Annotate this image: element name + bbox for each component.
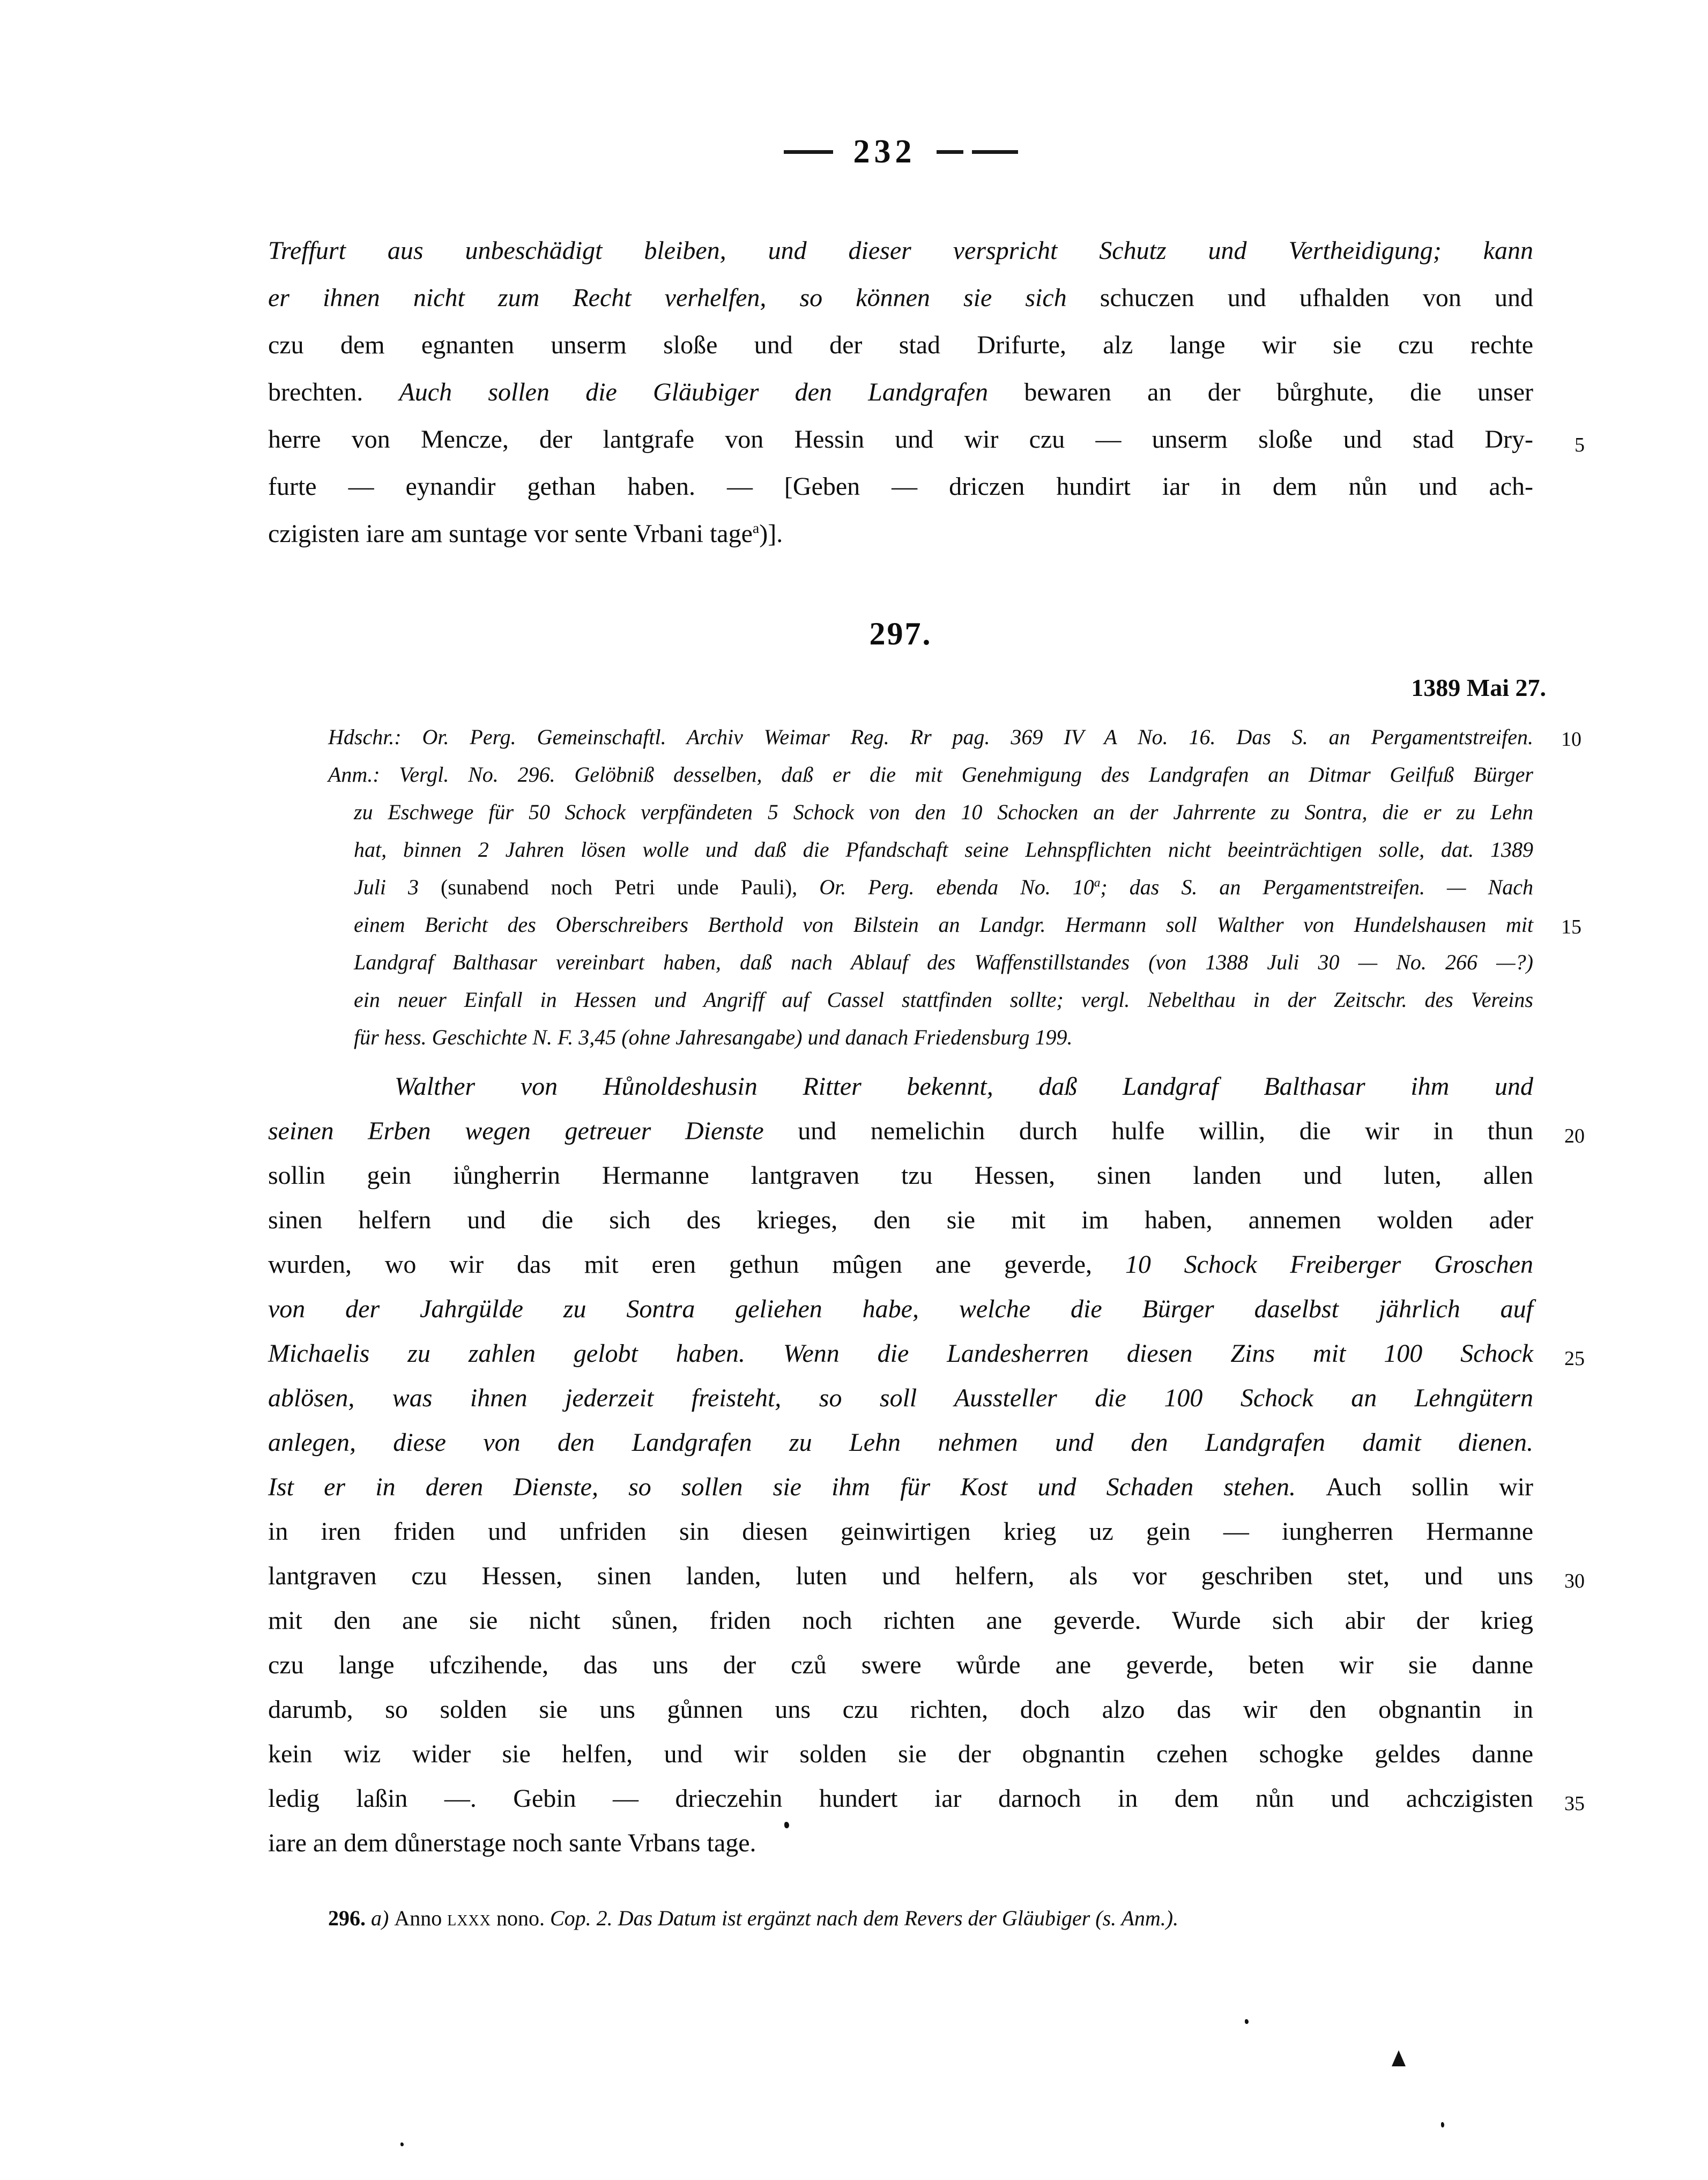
scan-artifact: [1392, 2050, 1406, 2066]
text-segment: (sunabend noch Petri unde Pauli): [441, 875, 792, 899]
header-rule-right-2: [972, 150, 1018, 154]
text-line: [328, 756, 1533, 794]
text-line: [268, 1242, 1533, 1287]
text-line: [328, 869, 1533, 906]
text-line: [328, 981, 1533, 1019]
text-segment: für hess. Geschichte N. F. 3,45 (ohne Jahresangabe) und danach Friedensburg 199.: [354, 1025, 1073, 1049]
margin-line-number: 30: [1564, 1570, 1585, 1592]
margin-line-number: 35: [1564, 1792, 1585, 1815]
text-segment: furte — eynandir gethan haben. — [Geben — driczen hundirt iar in dem nůn und ach-: [268, 472, 1533, 501]
text-segment: iare an dem důnerstage noch sante Vrbans tage.: [268, 1829, 756, 1857]
text-segment: hat, binnen 2 Jahren lösen wolle und daß die Pfandschaft seine Lehnspflichten nicht beeinträchtigen solle, dat. 1389: [354, 837, 1533, 862]
text-line: [268, 1198, 1533, 1242]
text-segment: 10 Schock Freiberger Groschen: [1125, 1250, 1533, 1279]
document-297-number: 297.: [869, 616, 932, 651]
scan-artifact: [784, 1822, 789, 1828]
text-segment: ; das S. an Pergamentstreifen. — Nach: [1100, 875, 1533, 899]
text-line: [328, 944, 1533, 981]
document-297-date: 1389 Mai 27.: [1411, 674, 1546, 701]
text-line: [268, 1109, 1585, 1153]
header-rule-right: [937, 150, 963, 154]
text-line: [268, 1465, 1533, 1509]
text-line: [268, 1331, 1585, 1376]
page-number: 232: [853, 134, 916, 170]
text-line: [328, 831, 1533, 869]
text-line: [268, 510, 1533, 558]
text-segment: schuczen und ufhalden von und: [1100, 284, 1534, 312]
text-segment: Juli 3: [354, 875, 441, 899]
text-segment: er ihnen nicht zum Recht verhelfen, so können sie sich: [268, 284, 1100, 312]
text-segment: Auch sollen die Gläubiger den Landgrafen: [399, 378, 1024, 406]
text-line: [268, 1064, 1533, 1109]
text-line: [268, 1598, 1533, 1643]
text-line: [268, 1420, 1533, 1465]
text-line: [328, 794, 1533, 831]
text-segment: ledig laßin —. Gebin — drieczehin hundert iar darnoch in dem nůn und achczigisten: [268, 1784, 1533, 1813]
text-segment: lantgraven czu Hessen, sinen landen, luten und helfern, als vor geschriben stet, und uns: [268, 1562, 1533, 1590]
text-line: [268, 463, 1533, 510]
text-line: [268, 1509, 1533, 1554]
text-segment: kein wiz wider sie helfen, und wir solden sie der obgnantin czehen schogke geldes danne: [268, 1740, 1533, 1768]
text-segment: Cop. 2. Das Datum ist ergänzt nach dem Revers der Gläubiger (s. Anm.).: [549, 1906, 1179, 1930]
text-segment: Hdschr.: Or. Perg. Gemeinschaftl. Archiv Weimar Reg. Rr pag. 369 IV A No. 16. Das S. an Pergamentstreifen.: [328, 725, 1533, 749]
text-segment: lxxx: [447, 1906, 491, 1930]
footnote-296a: [328, 1902, 1533, 1934]
document-296-text-end: [268, 227, 1585, 558]
margin-line-number: 25: [1564, 1347, 1585, 1370]
text-segment: Anno: [394, 1906, 448, 1930]
text-segment: in iren friden und unfriden sin diesen geinwirtigen krieg uz gein — iungherren Hermanne: [268, 1517, 1533, 1546]
text-line: [268, 1821, 1533, 1865]
text-segment: bewaren an der bůrghute, die unser: [1024, 378, 1534, 406]
text-segment: seinen Erben wegen getreuer Dienste: [268, 1117, 798, 1145]
scan-artifact: [1245, 2019, 1249, 2024]
margin-line-number: 20: [1564, 1125, 1585, 1147]
text-segment: darumb, so solden sie uns gůnnen uns czu richten, doch alzo das wir den obgnantin in: [268, 1695, 1533, 1724]
text-segment: zu Eschwege für 50 Schock verpfändeten 5 Schock von den 10 Schocken an der Jahrrente zu Sontra, die er zu Lehn: [354, 800, 1533, 824]
text-segment: ein neuer Einfall in Hessen und Angriff auf Cassel stattfinden sollte; vergl. Nebelthau in der Zeitschr. des Vereins: [354, 988, 1533, 1012]
text-line: [268, 275, 1533, 322]
text-line: [268, 1643, 1533, 1687]
text-line: [268, 1732, 1533, 1776]
text-segment: Michaelis zu zahlen gelobt haben. Wenn die Landesherren diesen Zins mit 100 Schock: [268, 1339, 1533, 1368]
margin-line-number: 5: [1575, 434, 1585, 456]
text-segment: von der Jahrgülde zu Sontra geliehen habe, welche die Bürger daselbst jährlich auf: [268, 1295, 1533, 1323]
text-segment: Treffurt aus unbeschädigt bleiben, und dieser verspricht Schutz und Vertheidigung; kann: [268, 236, 1533, 265]
text-line: [268, 1376, 1533, 1420]
text-line: [268, 1153, 1533, 1198]
margin-line-number: 10: [1561, 728, 1581, 751]
text-segment: Ist er in deren Dienste, so sollen sie ihm für Kost und Schaden stehen.: [268, 1473, 1326, 1501]
text-line: [268, 322, 1533, 369]
text-segment: brechten.: [268, 378, 399, 406]
text-line: [268, 369, 1533, 416]
margin-line-number: 15: [1561, 916, 1581, 938]
text-segment: nono.: [491, 1906, 550, 1930]
text-line: [328, 718, 1581, 756]
scan-artifact: [400, 2142, 404, 2146]
text-segment: 296.: [328, 1906, 371, 1930]
text-segment: Landgraf Balthasar vereinbart haben, daß nach Ablauf des Waffenstillstandes (von 1388 Juli 30 — No. 266 —?): [354, 950, 1533, 974]
text-segment: a): [371, 1906, 395, 1930]
document-297-body-text: [268, 1064, 1585, 1865]
text-segment: anlegen, diese von den Landgrafen zu Lehn nehmen und den Landgrafen damit dienen.: [268, 1428, 1533, 1457]
text-line: [268, 227, 1533, 275]
text-segment: mit den ane sie nicht sůnen, friden noch richten ane geverde. Wurde sich abir der krieg: [268, 1606, 1533, 1635]
text-line: [268, 416, 1585, 463]
text-segment: a: [752, 520, 760, 537]
text-segment: Walther von Hůnoldeshusin Ritter bekennt, daß Landgraf Balthasar ihm und: [395, 1072, 1533, 1101]
text-line: [268, 1287, 1533, 1331]
text-segment: sollin gein iůngherrin Hermanne lantgraven tzu Hessen, sinen landen und luten, allen: [268, 1161, 1533, 1190]
text-segment: einem Bericht des Oberschreibers Berthold von Bilstein an Landgr. Hermann soll Walther von Hundelshausen mit: [354, 913, 1533, 937]
scan-artifact: [1441, 2122, 1444, 2127]
text-line: [268, 1776, 1585, 1821]
header-rule-left: [784, 150, 833, 154]
text-segment: Anm.: Vergl. No. 296. Gelöbniß desselben, daß er die mit Genehmigung des Landgrafen an Ditmar Geilfuß Bürger: [328, 762, 1533, 787]
text-line: [268, 1687, 1533, 1732]
text-segment: czigisten iare am suntage vor sente Vrbani tage: [268, 520, 753, 548]
text-line: [328, 1019, 1533, 1056]
text-segment: a: [1094, 876, 1101, 890]
text-line: [268, 1554, 1585, 1598]
text-segment: czu lange ufczihende, das uns der czů swere wůrde ane geverde, beten wir sie danne: [268, 1651, 1533, 1679]
text-line: [328, 1902, 1533, 1934]
document-297-source-notes: [328, 718, 1581, 1056]
text-segment: wurden, wo wir das mit eren gethun mûgen ane geverde,: [268, 1250, 1125, 1279]
text-segment: und nemelichin durch hulfe willin, die wir in thun: [798, 1117, 1533, 1145]
page-header: [268, 133, 1533, 171]
text-segment: )].: [759, 520, 783, 548]
text-segment: herre von Mencze, der lantgrafe von Hessin und wir czu — unserm sloße und stad Dry-: [268, 425, 1533, 454]
text-segment: czu dem egnanten unserm sloße und der stad Drifurte, alz lange wir sie czu rechte: [268, 331, 1533, 359]
text-segment: Auch sollin wir: [1326, 1473, 1534, 1501]
text-segment: , Or. Perg. ebenda No. 10: [792, 875, 1094, 899]
text-segment: sinen helfern und die sich des krieges, den sie mit im haben, annemen wolden ader: [268, 1206, 1533, 1234]
text-line: [328, 906, 1581, 944]
text-segment: ablösen, was ihnen jederzeit freisteht, so soll Aussteller die 100 Schock an Lehngütern: [268, 1384, 1533, 1412]
